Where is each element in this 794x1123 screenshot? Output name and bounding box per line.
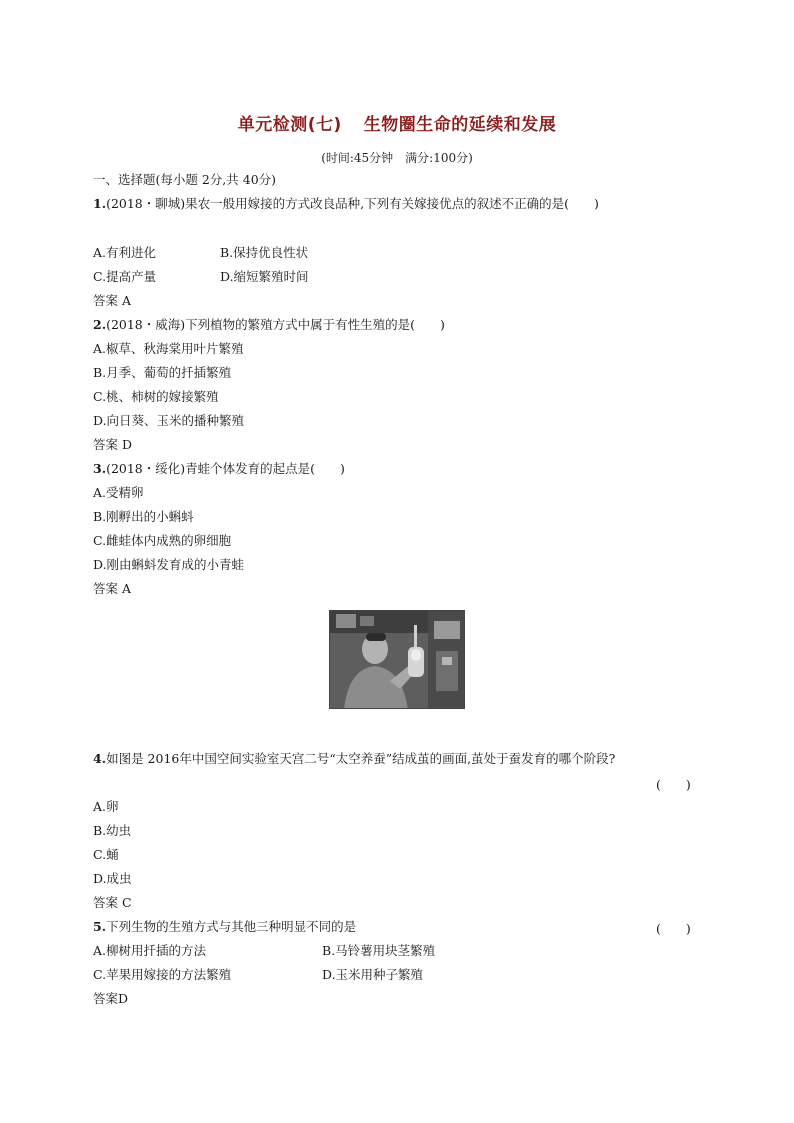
option-b: B.马铃薯用块茎繁殖 xyxy=(322,943,436,958)
answer: 答案 A xyxy=(93,581,132,596)
option-d: D.玉米用种子繁殖 xyxy=(322,967,424,982)
question-stem: (2018・绥化)青蛙个体发育的起点是( ) xyxy=(106,461,345,476)
title-unit: 单元检测(七) xyxy=(237,115,342,135)
option-d: D.缩短繁殖时间 xyxy=(220,269,309,284)
question-stem: (2018・聊城)果农一般用嫁接的方式改良品种,下列有关嫁接优点的叙述不正确的是( ) xyxy=(106,196,599,211)
title-topic: 生物圈生命的延续和发展 xyxy=(363,115,557,135)
answer: 答案 C xyxy=(93,895,132,910)
option-a: A.受精卵 xyxy=(93,485,144,500)
exam-info: (时间:45分钟 满分:100分) xyxy=(321,151,473,165)
option-c: C.提高产量 xyxy=(93,269,157,284)
space-silkworm-photo xyxy=(329,610,465,709)
answer: 答案 D xyxy=(93,437,132,452)
question-4 xyxy=(93,751,615,767)
question-number: 1. xyxy=(93,196,107,211)
question-1 xyxy=(93,196,599,212)
question-3 xyxy=(93,461,345,477)
question-number: 3. xyxy=(93,461,107,476)
page-title xyxy=(0,110,794,135)
option-b: B.刚孵出的小蝌蚪 xyxy=(93,509,194,524)
option-a: A.卵 xyxy=(93,799,119,814)
option-c: C.蛹 xyxy=(93,847,119,862)
answer: 答案D xyxy=(93,991,129,1006)
question-5 xyxy=(93,919,356,935)
option-b: B.保持优良性状 xyxy=(220,245,309,260)
option-d: D.刚由蝌蚪发育成的小青蛙 xyxy=(93,557,245,572)
option-a: A.椒草、秋海棠用叶片繁殖 xyxy=(93,341,244,356)
question-number: 4. xyxy=(93,751,107,766)
option-c: C.桃、柿树的嫁接繁殖 xyxy=(93,389,219,404)
photo-illustration xyxy=(330,611,465,709)
option-d: D.成虫 xyxy=(93,871,132,886)
option-c: C.苹果用嫁接的方法繁殖 xyxy=(93,967,232,982)
option-d: D.向日葵、玉米的播种繁殖 xyxy=(93,413,245,428)
option-b: B.幼虫 xyxy=(93,823,132,838)
question-stem: 下列生物的生殖方式与其他三种明显不同的是 xyxy=(106,919,357,934)
option-b: B.月季、葡萄的扦插繁殖 xyxy=(93,365,232,380)
question-stem: 如图是 2016年中国空间实验室天宫二号“太空养蚕”结成茧的画面,茧处于蚕发育的哪个阶段? xyxy=(106,751,616,766)
question-2 xyxy=(93,317,445,333)
answer-parentheses: ( ) xyxy=(656,921,691,936)
question-stem: (2018・威海)下列植物的繁殖方式中属于有性生殖的是( ) xyxy=(106,317,445,332)
answer-parentheses: ( ) xyxy=(656,777,691,792)
option-c: C.雌蛙体内成熟的卵细胞 xyxy=(93,533,232,548)
question-number: 5. xyxy=(93,919,107,934)
section-heading: 一、选择题(每小题 2分,共 40分) xyxy=(93,172,277,187)
answer: 答案 A xyxy=(93,293,132,308)
option-a: A.柳树用扦插的方法 xyxy=(93,943,207,958)
question-number: 2. xyxy=(93,317,107,332)
option-a: A.有利进化 xyxy=(93,245,157,260)
